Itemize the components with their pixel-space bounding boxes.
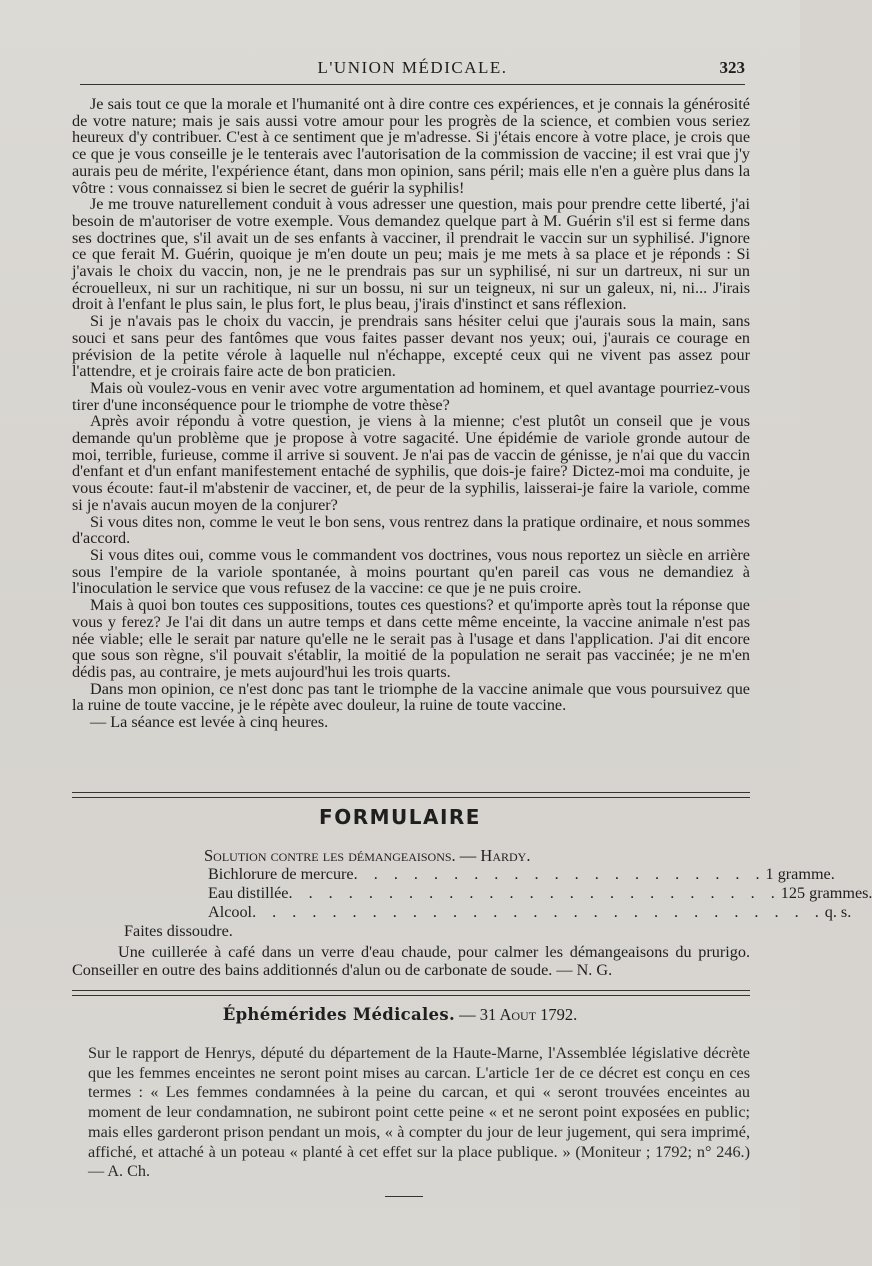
section-divider — [72, 792, 750, 798]
header-rule — [80, 84, 745, 85]
running-title: L'UNION MÉDICALE. — [317, 58, 508, 77]
paragraph: Mais à quoi bon toutes ces suppositions, toutes ces questions? et qu'importe après tout la réponse que vous y ferez? Je l'ai dit dans un autre temps et dans cette même enceinte, la vaccine animale n'est pas née viable; elle le serait par nature qu'elle ne le serait pas à l'usage et dans l'application. J'ai dit encore que sous son règne, s'il pouvait s'établir, la moitié de la population ne serait pas vaccinée; je ne m'en dédis pas, au contraire, je mets aujourd'hui les trois quarts. — [72, 596, 750, 681]
ingredient-row: Bichlorure de mercure . . . . . . . . . . . . . . . . . . . . . 1 gramme. — [208, 865, 835, 883]
ephemerides-title: Éphémérides Médicales. — [222, 1005, 455, 1024]
formulaire-heading: FORMULAIRE — [319, 805, 481, 829]
article-body — [72, 96, 750, 731]
page-number: 323 — [719, 58, 745, 77]
paragraph: Après avoir répondu à votre question, je viens à la mienne; c'est plutôt un conseil que je vous demande qu'un problème que je propose à votre sagacité. Une épidémie de variole gronde autour de moi, terrible, furieuse, comme il arrive si souvent. Je n'ai pas de vaccin de génisse, je n'ai que du vaccin d'enfant et d'un enfant manifestement entaché de syphilis, que dois-je faire? Dictez-moi ma conduite, je vous écoute: faut-il m'abstenir de vacciner, et, de peur de la syphilis, laisserai-je faire la variole, comme si je n'avais aucun moyen de la conjurer? — [72, 412, 750, 514]
section-divider — [72, 990, 750, 996]
ingredient-quantity: 1 gramme. — [765, 865, 835, 883]
end-rule — [385, 1196, 423, 1197]
ephemerides-date: — 31 Aout 1792. — [459, 1005, 578, 1024]
recipe-block — [72, 846, 872, 979]
recipe-instruction: Faites dissoudre. — [124, 922, 233, 940]
ephemerides-text: Sur le rapport de Henrys, député du département de la Haute-Marne, l'Assemblée législative décrète que les femmes enceintes ne seront point mises au carcan. L'article 1er de ce décret est conçu en ces termes : « Les femmes condamnées à la peine du carcan, et qui « seront trouvées enceintes au moment de leur condamnation, ne subiront point cette peine « et ne seront point exposées en public; mais elles garderont prison pendant un mois, « à compter du jour de leur jugement, qui sera imprimé, affiché, et attaché à un poteau « planté à cet effet sur la place publique. » (Moniteur ; 1792; n° 246.) — A. Ch. — [88, 1044, 750, 1181]
ingredient-name: Alcool — [208, 903, 253, 921]
ingredient-quantity: q. s. — [824, 903, 852, 921]
ingredient-quantity: 125 grammes. — [780, 884, 872, 902]
paragraph: Mais où voulez-vous en venir avec votre argumentation ad hominem, et quel avantage pourriez-vous tirer d'une inconséquence pour le triomphe de votre thèse? — [72, 378, 750, 414]
page-header — [80, 58, 745, 80]
closing-line: — La séance est levée à cinq heures. — [90, 713, 329, 732]
paragraph: Si vous dites non, comme le veut le bon sens, vous rentrez dans la pratique ordinaire, et nous sommes d'accord. — [72, 512, 750, 548]
recipe-note: Une cuillerée à café dans un verre d'eau chaude, pour calmer les démangeaisons du prurigo. Conseiller en outre des bains additionnés d'alun ou de carbonate de soude. — N. G. — [72, 943, 750, 979]
ephemerides-body — [88, 1044, 750, 1182]
ephemerides-heading — [0, 1005, 800, 1025]
paragraph: Je me trouve naturellement conduit à vous adresser une question, mais pour prendre cette liberté, j'ai besoin de m'autoriser de votre exemple. Vous demandez quelque part à M. Guérin s'il est si ferme dans ses doctrines que, s'il avait un de ses enfants à vacciner, il prendrait le vaccin sur un syphilisé. J'ignore ce que ferait M. Guérin, quoique je m'en doute un peu; mais je me mets à sa place et je réponds : Si j'avais le choix du vaccin, non, je ne le prendrais pas sur un syphilisé, ni sur un dartreux, ni sur un écrouelleux, ni sur un rachitique, ni sur un bossu, ni sur un teigneux, ni sur un galeux, ni, ni... J'irais droit à l'enfant le plus sain, le plus fort, le plus beau, j'irais d'instinct et sans réflexion. — [72, 195, 750, 314]
ingredient-row: Eau distillée . . . . . . . . . . . . . . . . . . . . . . . . . 125 grammes. — [208, 884, 872, 902]
ingredient-row: Alcool . . . . . . . . . . . . . . . . . . . . . . . . . . . . . q. s. — [208, 903, 852, 921]
paragraph: Dans mon opinion, ce n'est donc pas tant le triomphe de la vaccine animale que vous poursuivez que la ruine de toute vaccine, je le répète avec douleur, la ruine de toute vaccine. — [72, 679, 750, 715]
ingredient-name: Bichlorure de mercure — [208, 865, 354, 883]
paragraph: Si vous dites oui, comme vous le commandent vos doctrines, vous nous reportez un siècle en arrière sous l'empire de la variole spontanée, à moins pourtant qu'en pareil cas vous ne demandiez à l'inoculation le service que vous refusez de la vaccine: ce que je ne puis croire. — [72, 545, 750, 598]
ingredient-name: Eau distillée — [208, 884, 289, 902]
paragraph: Si je n'avais pas le choix du vaccin, je prendrais sans hésiter celui que j'aurais sous la main, sans souci et sans peur des fantômes que vous faites passer devant nos yeux; oui, j'aurais ce courage en prévision de la petite vérole à laquelle nul n'échappe, excepté ceux qui ne vivent pas assez pour l'attendre, et je croirais faire acte de bon praticien. — [72, 312, 750, 381]
paragraph: Je sais tout ce que la morale et l'humanité ont à dire contre ces expériences, et je connais la générosité de votre nature; mais je sais aussi votre amour pour les progrès de la science, et combien vous seriez heureux d'y contribuer. C'est à ce sentiment que je m'adresse. Si j'étais encore à votre place, je crois que ce que je vous conseille je le tenterais avec l'autorisation de la commission de vaccine; il est vrai que j'y aurais peu de mérite, l'expérience étant, dans mon opinion, sans péril; mais elle n'en a guère plus dans la vôtre : vous connaissez si bien le secret de guérir la syphilis! — [72, 95, 750, 197]
recipe-title: Solution contre les démangeaisons. — Hardy. — [204, 846, 531, 865]
